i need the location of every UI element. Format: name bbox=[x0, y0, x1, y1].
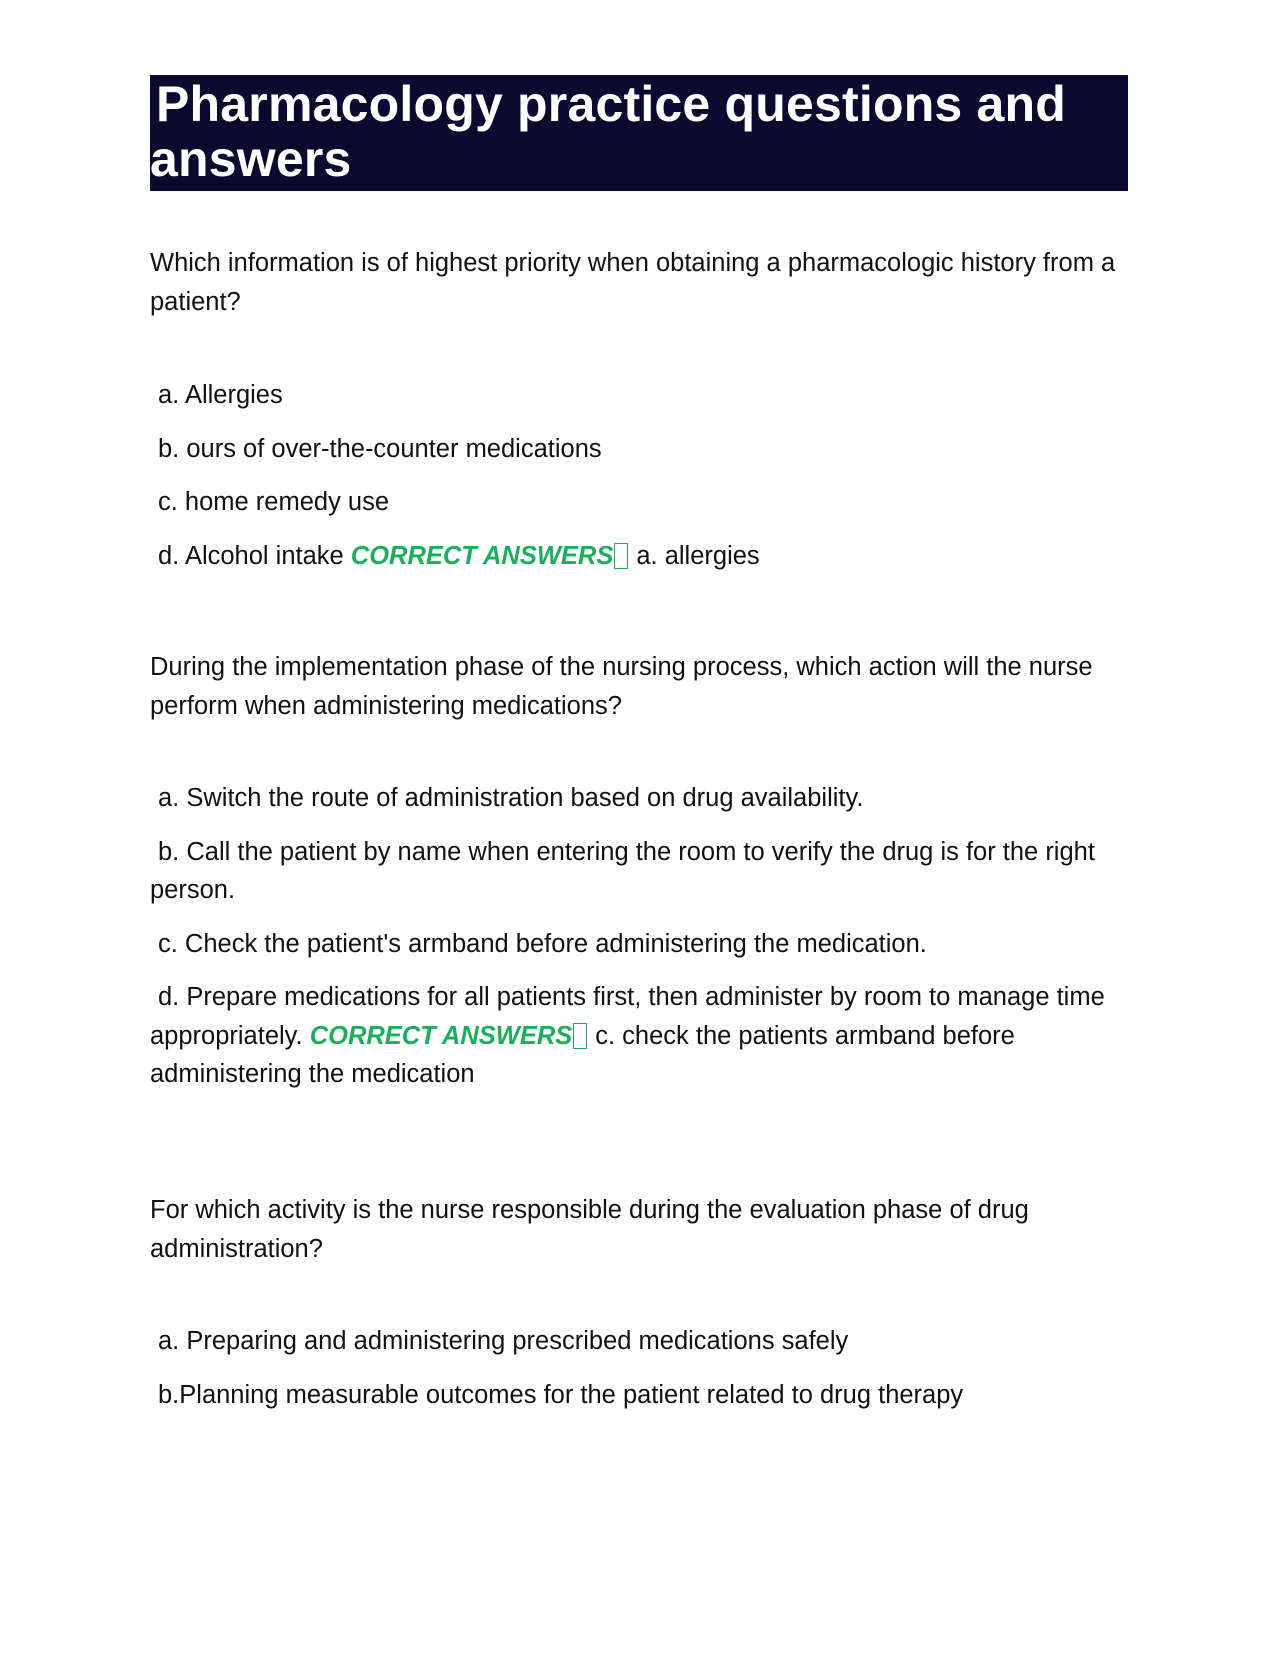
question-1-options bbox=[150, 376, 1120, 591]
question-3-options bbox=[150, 1322, 1120, 1430]
box-glyph-icon bbox=[573, 1023, 587, 1049]
option-item: a. Preparing and administering prescribed medications safely bbox=[158, 1327, 849, 1355]
question-block-2 bbox=[150, 648, 1120, 725]
option-item-with-answer bbox=[150, 537, 1120, 576]
option-item: b. Call the patient by name when entering the room to verify the drug is for the right person. bbox=[150, 837, 1095, 904]
option-item: c. Check the patient's armband before administering the medication. bbox=[158, 929, 927, 958]
page-title-line-1: Pharmacology practice questions and bbox=[156, 76, 1067, 132]
option-item: c. home remedy use bbox=[158, 488, 390, 516]
page-title-line-2: answers bbox=[150, 131, 352, 187]
answer-text: a. allergies bbox=[636, 541, 760, 570]
correct-answers-label: CORRECT ANSWERS bbox=[309, 1021, 573, 1050]
page-title bbox=[150, 76, 1122, 187]
option-item: b.Planning measurable outcomes for the patient related to drug therapy bbox=[158, 1380, 964, 1409]
option-item-with-answer bbox=[150, 978, 1120, 1094]
option-item: b. ours of over-the-counter medications bbox=[158, 434, 602, 463]
question-block-3 bbox=[150, 1191, 1120, 1268]
question-prompt: During the implementation phase of the nursing process, which action will the nurse perform when administering medications? bbox=[150, 653, 1093, 720]
option-item: a. Switch the route of administration based on drug availability. bbox=[158, 784, 864, 812]
question-prompt: Which information is of highest priority when obtaining a pharmacologic history from a patient? bbox=[150, 249, 1116, 316]
correct-answers-label: CORRECT ANSWERS bbox=[350, 541, 614, 570]
answer-text: c. check the patients armband before administering the medication bbox=[150, 1021, 1015, 1088]
box-glyph-icon bbox=[614, 543, 628, 569]
question-2-options bbox=[150, 779, 1120, 1110]
option-text: d. Alcohol intake bbox=[158, 541, 351, 570]
title-banner bbox=[150, 75, 1128, 191]
question-prompt: For which activity is the nurse responsible during the evaluation phase of drug administration? bbox=[150, 1196, 1029, 1263]
question-block-1 bbox=[150, 244, 1120, 321]
option-text: d. Prepare medications for all patients first, then administer by room to manage time appropriately. bbox=[150, 983, 1105, 1050]
option-item: a. Allergies bbox=[158, 381, 283, 409]
